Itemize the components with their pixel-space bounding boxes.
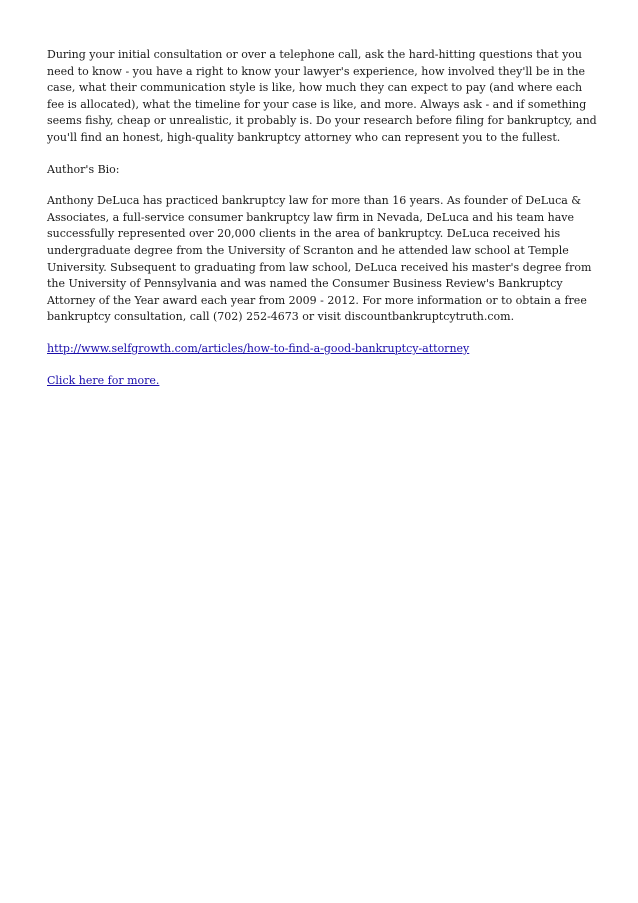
author-bio-paragraph: Anthony DeLuca has practiced bankruptcy law for more than 16 years. As founder of DeLuca & Associates, a full-service consumer bankruptcy law firm in Nevada, DeLuca and his team have successfully represented over 20,000 clients in the area of bankruptcy. DeLuca received his undergraduate degree from the University of Scranton and he attended law school at Temple University. Subsequent to graduating from law school, DeLuca received his master's degree from the University of Pennsylvania and was named the Consumer Business Review's Bankruptcy Attorney of the Year award each year from 2009 - 2012. For more information or to obtain a free bankruptcy consultation, call (702) 252-4673 or visit discountbankruptcytruth.com. — [47, 194, 592, 324]
consultation-paragraph: During your initial consultation or over a telephone call, ask the hard-hitting questions that you need to know - you have a right to know your lawyer's experience, how involved they'll be in the case, what their communication style is like, how much they can expect to pay (and where each fee is allocated), what the timeline for your case is like, and more. Always ask - and if something seems fishy, cheap or unrealistic, it probably is. Do your research before filing for bankruptcy, and you'll find an honest, high-quality bankruptcy attorney who can represent you to the fullest. — [47, 48, 597, 144]
more-link-paragraph — [47, 373, 597, 390]
source-link-paragraph — [47, 341, 597, 358]
click-here-for-more-link[interactable]: Click here for more. — [47, 373, 160, 387]
author-bio-heading: Author's Bio: — [47, 162, 120, 176]
source-article-link[interactable]: http://www.selfgrowth.com/articles/how-to-find-a-good-bankruptcy-attorney — [47, 341, 470, 355]
document-page — [47, 47, 597, 404]
